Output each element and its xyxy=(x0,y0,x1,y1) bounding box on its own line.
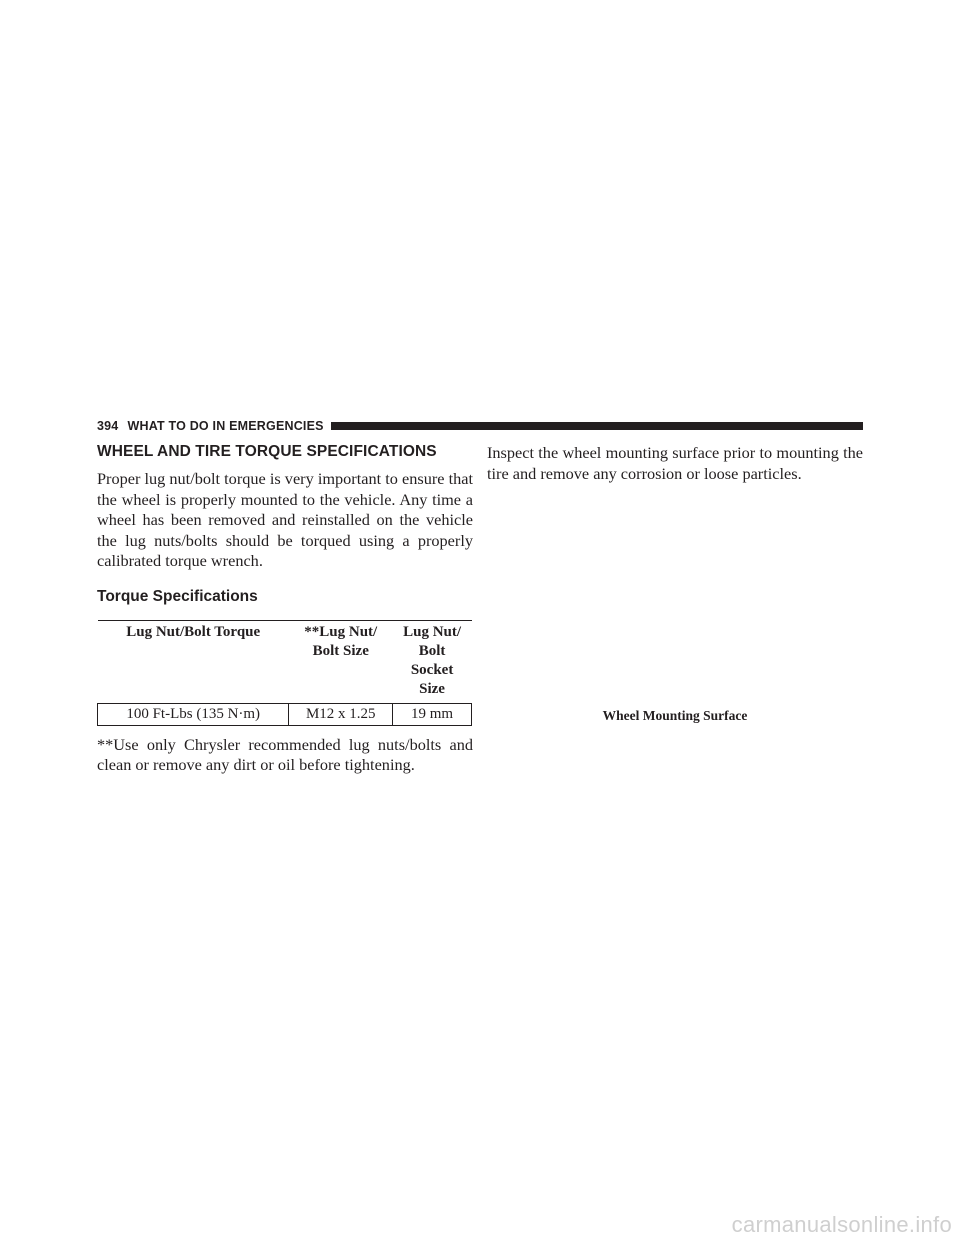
table-header-torque: Lug Nut/Bolt Torque xyxy=(98,620,289,703)
left-column xyxy=(97,443,473,776)
torque-specifications-heading: Torque Specifications xyxy=(97,587,258,605)
footnote-paragraph: **Use only Chrysler recommended lug nuts/bolts and clean or remove any dirt or oil before tightening. xyxy=(97,734,473,774)
table-header-socket-size: Lug Nut/ Bolt Socket Size xyxy=(393,620,472,703)
table-header-row xyxy=(98,620,472,703)
watermark: carmanualsonline.info xyxy=(731,1212,952,1237)
right-column xyxy=(487,443,863,484)
table-cell-bolt-size: M12 x 1.25 xyxy=(289,703,393,725)
header-rule xyxy=(331,422,863,430)
section-title-header: WHAT TO DO IN EMERGENCIES xyxy=(127,419,324,433)
table-cell-torque: 100 Ft-Lbs (135 N·m) xyxy=(98,703,289,725)
table-cell-socket-size: 19 mm xyxy=(393,703,472,725)
figure-caption: Wheel Mounting Surface xyxy=(602,708,748,723)
table-header-bolt-size: **Lug Nut/ Bolt Size xyxy=(289,620,393,703)
page-title: WHEEL AND TIRE TORQUE SPECIFICATIONS xyxy=(97,443,437,460)
intro-paragraph: Proper lug nut/bolt torque is very important to ensure that the wheel is properly mounted to the vehicle. Any time a wheel has been removed and reinstalled on the vehicle the lug nuts/bolts should be torqued using a properly calibrated torque wrench. xyxy=(97,469,473,570)
torque-spec-table xyxy=(97,620,472,726)
page-header xyxy=(97,417,863,435)
page-number: 394 xyxy=(97,419,119,433)
table-row xyxy=(98,703,472,725)
inspection-paragraph: Inspect the wheel mounting surface prior to mounting the tire and remove any corrosion or loose particles. xyxy=(487,443,863,483)
